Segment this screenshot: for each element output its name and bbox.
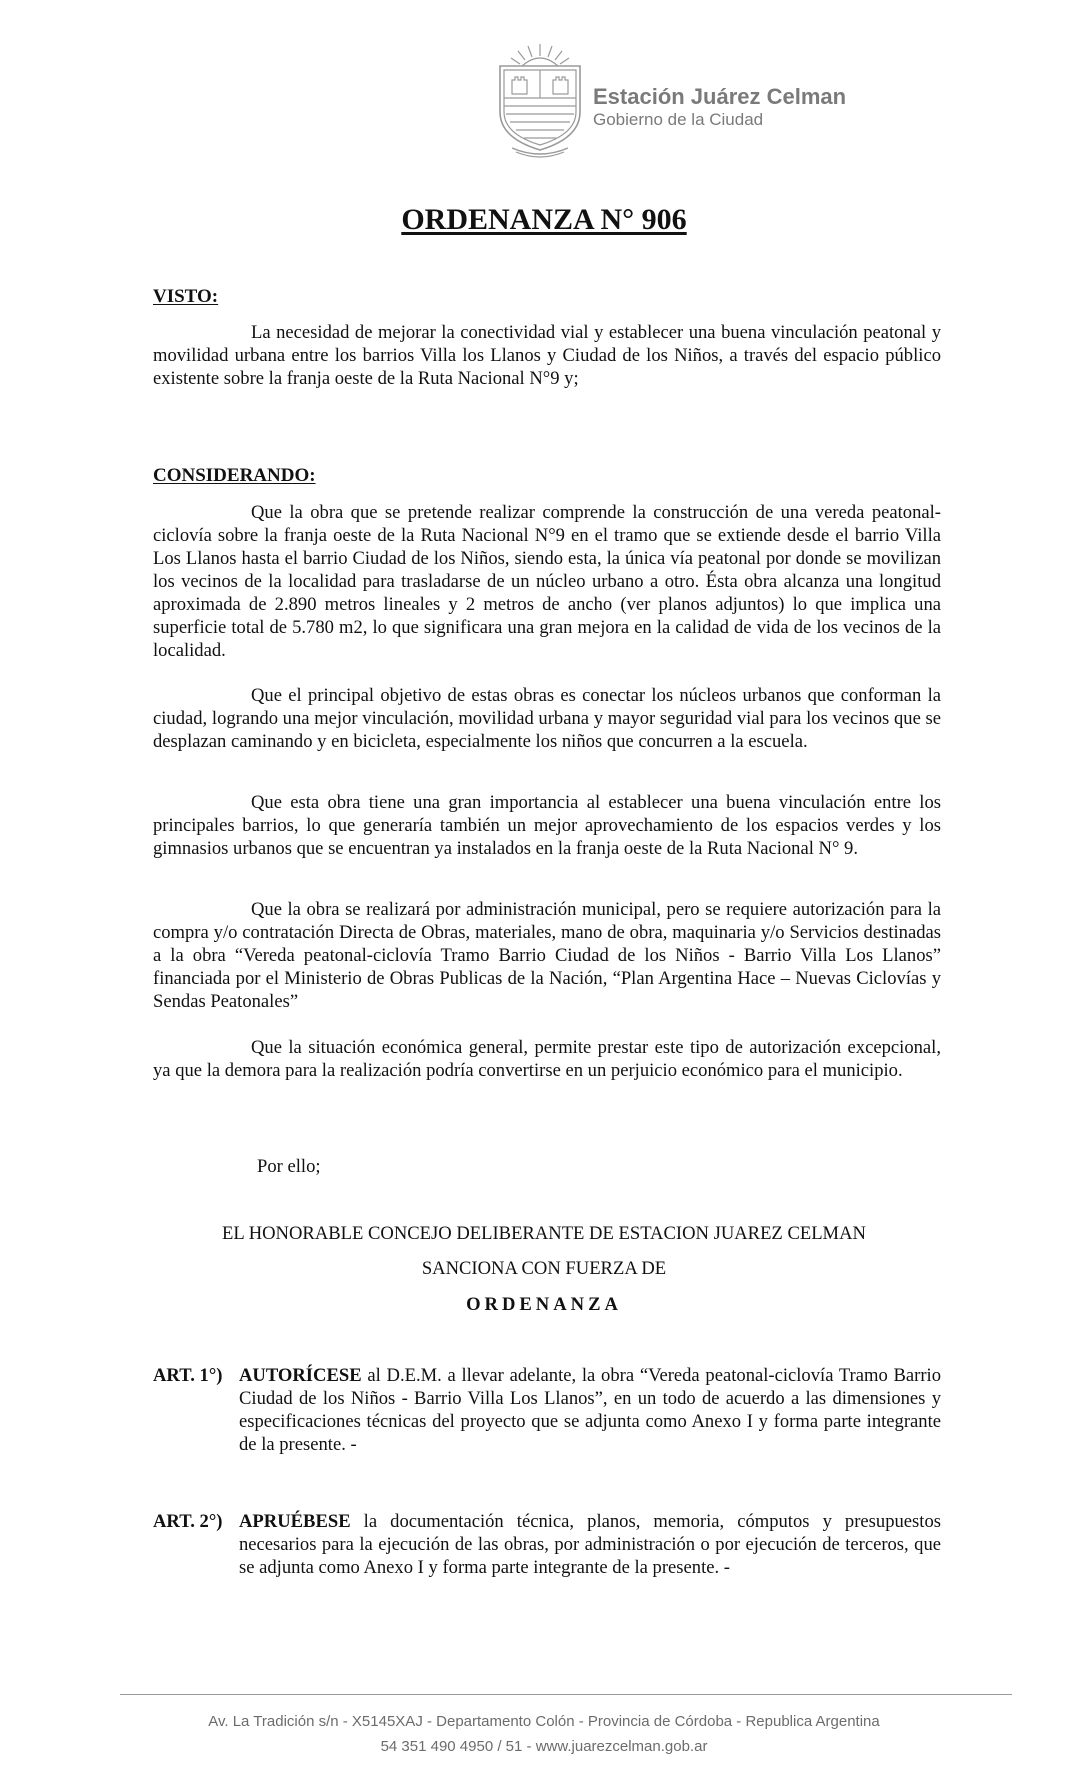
article-2-keyword: APRUÉBESE bbox=[239, 1511, 351, 1532]
article-1-text: al D.E.M. a llevar adelante, la obra “Vereda peatonal-ciclovía Tramo Barrio Ciudad de los Niños - Barrio Villa Los Llanos”, en un todo de acuerdo a las dimensiones y especificaciones técnicas del proyecto que se adjunta como Anexo I y forma parte integrante de la presente. - bbox=[239, 1365, 941, 1455]
considerando-paragraph-1: Que la obra que se pretende realizar comprende la construcción de una vereda peatonal-ciclovía sobre la franja oeste de la Ruta Nacional N°9 en el tramo que se extiende desde el barrio Villa Los Llanos hasta el barrio Ciudad de los Niños, siendo esta, la única vía peatonal por donde se movilizan los vecinos de la localidad para trasladarse de un núcleo urbano a otro. Ésta obra alcanza una longitud aproximada de 2.890 metros lineales y 2 metros de ancho (ver planos adjuntos) lo que implica una superficie total de 5.780 m2, lo que significara una gran mejora en la calidad de vida de los vecinos de la localidad. bbox=[153, 502, 941, 661]
council-line: EL HONORABLE CONCEJO DELIBERANTE DE ESTACION JUAREZ CELMAN bbox=[222, 1223, 866, 1244]
article-1-label: ART. 1°) bbox=[153, 1365, 223, 1386]
visto-paragraph: La necesidad de mejorar la conectividad vial y establecer una buena vinculación peatonal y movilidad urbana entre los barrios Villa los Llanos y Ciudad de los Niños, a través del espacio público existente sobre la franja oeste de la Ruta Nacional N°9 y; bbox=[153, 322, 941, 389]
considerando-heading: CONSIDERANDO: bbox=[153, 465, 316, 486]
ordenanza-heading: ORDENANZA bbox=[466, 1294, 622, 1315]
visto-heading: VISTO: bbox=[153, 286, 219, 307]
article-2-body bbox=[239, 1510, 941, 1579]
footer-divider bbox=[120, 1694, 1012, 1695]
organization-name: Estación Juárez Celman bbox=[593, 84, 847, 109]
footer-contact: 54 351 490 4950 / 51 - www.juarezcelman.gob.ar bbox=[380, 1738, 708, 1755]
considerando-paragraph-3: Que esta obra tiene una gran importancia al establecer una buena vinculación entre los principales barrios, lo que generaría también un mejor aprovechamiento de los espacios verdes y los gimnasios urbanos que se encuentran ya instalados en la franja oeste de la Ruta Nacional N° 9. bbox=[153, 792, 941, 859]
considerando-paragraph-5: Que la situación económica general, permite prestar este tipo de autorización excepcional, ya que la demora para la realización podría convertirse en un perjuicio económico para el municipio. bbox=[153, 1037, 941, 1081]
organization-subtitle: Gobierno de la Ciudad bbox=[593, 110, 764, 129]
article-2 bbox=[153, 1510, 941, 1579]
considerando-paragraph-4: Que la obra se realizará por administración municipal, pero se requiere autorización para la compra y/o contratación Directa de Obras, materiales, mano de obra, maquinaria y/o Servicios destinadas a la obra “Vereda peatonal-ciclovía Tramo Barrio Ciudad de los Niños - Barrio Villa Los Llanos” financiada por el Ministerio de Obras Publicas de la Nación, “Plan Argentina Hace – Nuevas Ciclovías y Sendas Peatonales” bbox=[153, 899, 941, 1012]
considerando-paragraph-2: Que el principal objetivo de estas obras es conectar los núcleos urbanos que conforman la ciudad, logrando una mejor vinculación, movilidad urbana y mayor seguridad vial para los vecinos que se desplazan caminando y en bicicleta, especialmente los niños que concurren a la escuela. bbox=[153, 685, 941, 752]
municipal-coat-of-arms-logo bbox=[490, 42, 590, 160]
article-2-text: la documentación técnica, planos, memoria, cómputos y presupuestos necesarios para la ejecución de las obras, por administración o por ejecución de terceros, que se adjunta como Anexo I y forma parte integrante de la presente. - bbox=[239, 1511, 941, 1578]
article-2-label: ART. 2°) bbox=[153, 1511, 223, 1532]
sanciona-line: SANCIONA CON FUERZA DE bbox=[421, 1258, 667, 1279]
document-title: ORDENANZA N° 906 bbox=[401, 203, 687, 236]
article-1 bbox=[153, 1364, 941, 1456]
article-1-keyword: AUTORÍCESE bbox=[239, 1365, 362, 1386]
article-1-body bbox=[239, 1364, 941, 1456]
footer-address: Av. La Tradición s/n - X5145XAJ - Departamento Colón - Provincia de Córdoba - Republica Argentina bbox=[208, 1713, 880, 1730]
por-ello-text: Por ello; bbox=[257, 1156, 321, 1177]
